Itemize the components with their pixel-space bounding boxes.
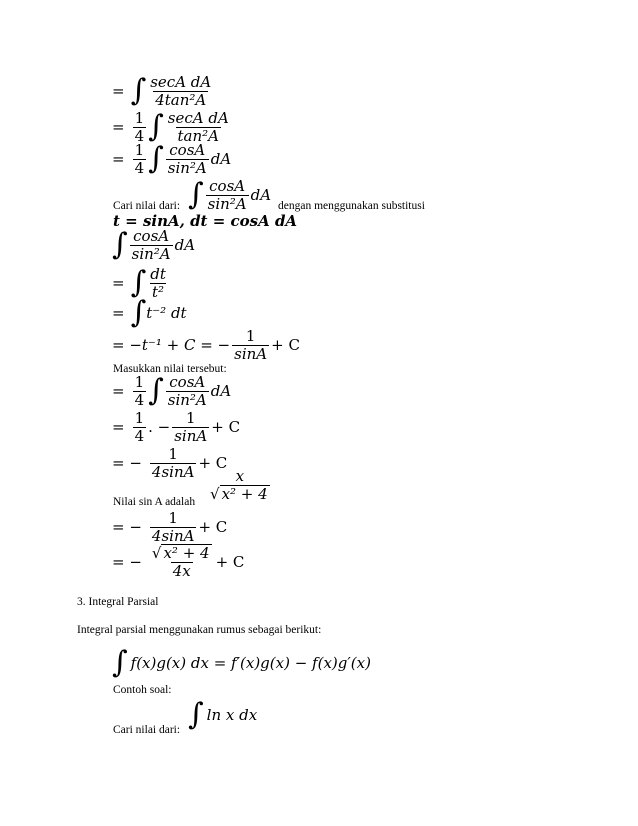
- integral-sign: ∫: [112, 227, 128, 262]
- eq-line-7: = −t⁻¹ + C = − $\frac{1}{\sin A}$ + C: [112, 327, 300, 363]
- cari-nilai-label-1: Cari nilai dari:: [113, 200, 181, 212]
- eq-line-10: = − $\frac{1}{4\sin A}$ + C: [112, 445, 228, 481]
- eq-lnx: ∫ ln x dx: [188, 697, 258, 732]
- eq-line-5: = ∫ $\frac{dt}{\text{t²}}$: [112, 265, 166, 301]
- masukkan-label: Masukkan nilai tersebut:: [113, 363, 227, 375]
- contoh-label: Contoh soal:: [113, 684, 172, 696]
- integral-sign: ∫: [130, 295, 147, 330]
- eq-line-4: ∫ $\frac{\cos A}{\text{sin²A}}$ dA: [112, 227, 196, 263]
- integral-sign: ∫: [148, 109, 164, 144]
- integral-sign: ∫: [112, 645, 128, 680]
- integral-sign: ∫: [148, 373, 164, 408]
- eq-line-2: = $\frac{1}{4}$ ∫ $\frac{\text{secA dA}}{\text{tan²A}}$: [112, 109, 229, 145]
- integral-sign: ∫: [130, 265, 147, 300]
- integral-sign: ∫: [148, 141, 164, 176]
- sin-value: x √ x² + 4: [210, 467, 268, 503]
- integral-sign: ∫: [188, 177, 204, 212]
- eq-line-11: = − $\frac{1}{4\sin A}$ + C: [112, 509, 228, 545]
- nilai-sin-label: Nilai sin A adalah: [113, 496, 196, 508]
- substitution-text: dengan menggunakan substitusi: [278, 200, 425, 212]
- substitution-eq: t = sinA, dt = cosA dA: [113, 212, 298, 230]
- eq-cari: ∫ $\frac{\cos A}{\text{sin²A}}$ dA: [188, 177, 272, 213]
- eq-line-8: = $\frac{1}{4}$ ∫ $\frac{\cos A}{\text{sin²A}}$ dA: [112, 373, 232, 409]
- parsial-formula: ∫ f(x)g(x) dx = f′(x)g(x) − f(x)g′(x): [112, 645, 371, 680]
- eq-line-1: = ∫ $\frac{\text{secA dA}}{\text{4tan²A}}$: [112, 73, 212, 109]
- eq-line-9: = $\frac{1}{4}$ . − $\frac{1}{\sin A}$ + C: [112, 409, 241, 445]
- integral-sign: ∫: [188, 697, 204, 732]
- cari-nilai-label-2: Cari nilai dari:: [113, 724, 181, 736]
- eq-line-6: = ∫ t⁻² dt: [112, 295, 187, 330]
- eq-line-3: = $\frac{1}{4}$ ∫ $\frac{\cos A}{\text{sin²A}}$ dA: [112, 141, 232, 177]
- section-heading: 3. Integral Parsial: [77, 596, 159, 608]
- parsial-intro: Integral parsial menggunakan rumus sebagai berikut:: [77, 624, 322, 636]
- eq-line-12: = − $\frac{\text{√ x² + 4}}{4x}$ + C: [112, 544, 245, 580]
- integral-sign: ∫: [130, 73, 147, 108]
